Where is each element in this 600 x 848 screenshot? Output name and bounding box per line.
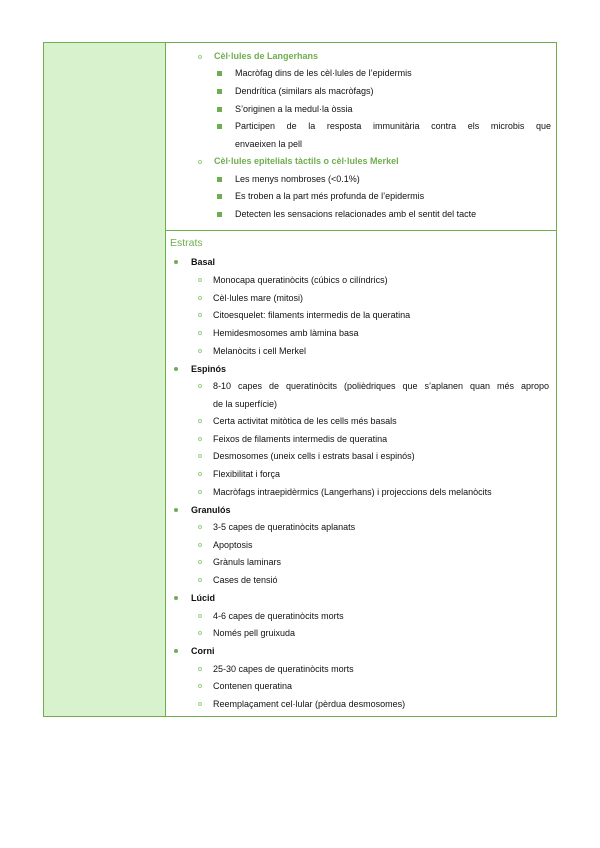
circle-bullet-icon [198,55,202,59]
list-item: Certa activitat mitòtica de les cells més basals [213,416,397,426]
circle-bullet-icon [198,667,202,671]
circle-bullet-icon [198,349,202,353]
circle-bullet-icon [198,702,202,706]
circle-bullet-icon [198,543,202,547]
list-item: Dendrítica (similars als macròfags) [235,86,374,96]
merkel-heading: Cèl·lules epitelials tàctils o cèl·lules Merkel [214,156,399,166]
list-item-continuation: envaeixen la pell [235,139,303,149]
circle-bullet-icon [198,560,202,564]
circle-bullet-icon [198,631,202,635]
circle-bullet-icon [198,331,202,335]
list-item: Flexibilitat i força [213,469,281,479]
estrats-row [166,231,556,716]
circle-bullet-icon [198,684,202,688]
list-item: Apoptosis [213,540,253,550]
circle-bullet-icon [198,472,202,476]
list-item: Cèl·lules mare (mitosi) [213,293,304,303]
list-item: Es troben a la part més profunda de l’epidermis [235,191,425,201]
list-item: Detecten les sensacions relacionades amb el sentit del tacte [235,209,477,219]
square-bullet-icon [217,212,222,217]
list-item: Hemidesmosomes amb làmina basa [213,328,359,338]
list-item: 8-10 capes de queratinòcits (polièdriques que s’aplanen quan més apropo [213,381,549,391]
list-item: S’originen a la medul·la òssia [235,104,353,114]
stratum-basal-title: Basal [191,257,216,267]
list-item-continuation: de la superfície) [213,399,278,409]
circle-bullet-icon [198,278,202,282]
circle-bullet-icon [198,313,202,317]
circle-bullet-icon [198,490,202,494]
square-bullet-icon [217,89,222,94]
list-item: Macròfag dins de les cèl·lules de l’epidermis [235,68,412,78]
square-bullet-icon [217,194,222,199]
circle-bullet-icon [198,578,202,582]
square-bullet-icon [217,107,222,112]
dot-bullet-icon [174,596,178,600]
square-bullet-icon [217,177,222,182]
stratum-granulos-title: Granulós [191,505,231,515]
circle-bullet-icon [198,437,202,441]
dot-bullet-icon [174,649,178,653]
list-item: Només pell gruixuda [213,628,296,638]
list-item: Monocapa queratinòcits (cúbics o cilíndrics) [213,275,388,285]
circle-bullet-icon [198,160,202,164]
circle-bullet-icon [198,614,202,618]
list-item: Contenen queratina [213,681,293,691]
list-item: Cases de tensió [213,575,278,585]
circle-bullet-icon [198,525,202,529]
dot-bullet-icon [174,367,178,371]
list-item: 3-5 capes de queratinòcits aplanats [213,522,356,532]
list-item: Feixos de filaments intermedis de queratina [213,434,388,444]
cell-types-row [166,43,556,231]
stratum-corni-title: Corni [191,646,215,656]
square-bullet-icon [217,124,222,129]
left-column [44,43,166,716]
notes-table [43,42,557,717]
circle-bullet-icon [198,419,202,423]
estrats-heading: Estrats [170,237,203,249]
list-item: Les menys nombroses (<0.1%) [235,174,360,184]
list-item: Grànuls laminars [213,557,282,567]
circle-bullet-icon [198,384,202,388]
list-item: Participen de la resposta immunitària contra els microbis que [235,121,551,131]
stratum-lucid-title: Lúcid [191,593,215,603]
langerhans-heading: Cèl·lules de Langerhans [214,51,319,61]
list-item: Desmosomes (uneix cells i estrats basal i espinós) [213,451,415,461]
list-item: Macròfags intraepidèrmics (Langerhans) i projeccions dels melanòcits [213,487,492,497]
list-item: Citoesquelet: filaments intermedis de la queratina [213,310,411,320]
dot-bullet-icon [174,508,178,512]
list-item: Melanòcits i cell Merkel [213,346,307,356]
stratum-espinos-title: Espinós [191,364,227,374]
dot-bullet-icon [174,260,178,264]
list-item: 4-6 capes de queratinòcits morts [213,611,344,621]
list-item: Reemplaçament cel·lular (pèrdua desmosomes) [213,699,406,709]
square-bullet-icon [217,71,222,76]
list-item: 25-30 capes de queratinòcits morts [213,664,354,674]
circle-bullet-icon [198,296,202,300]
circle-bullet-icon [198,454,202,458]
